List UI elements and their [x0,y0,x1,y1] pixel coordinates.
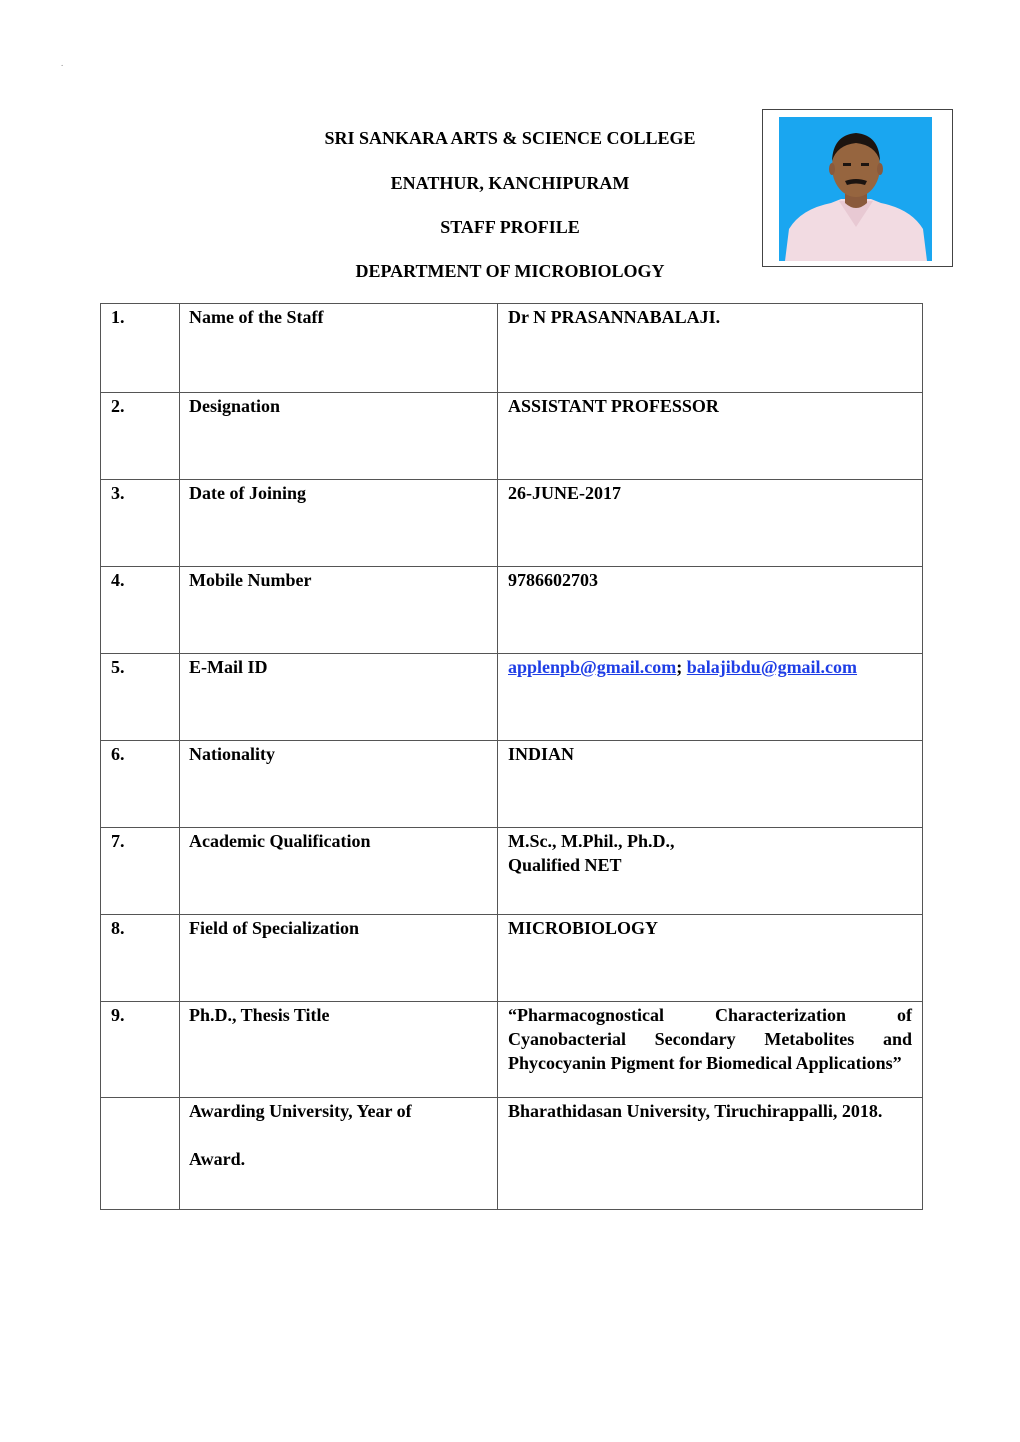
field-value: Dr N PRASANNABALAJI. [498,304,923,393]
qualification-net: Qualified NET [508,855,622,875]
row-number: 7. [101,828,180,915]
department-name: DEPARTMENT OF MICROBIOLOGY [355,261,665,281]
table-row [101,654,923,741]
field-label: Date of Joining [180,480,498,567]
field-value: 9786602703 [498,567,923,654]
field-label: Ph.D., Thesis Title [180,1002,498,1098]
document-title: STAFF PROFILE [440,217,580,237]
field-value: INDIAN [498,741,923,828]
row-number: 2. [101,393,180,480]
email-separator: ; [676,657,683,677]
award-label-line2: Award. [189,1149,246,1169]
field-label: E-Mail ID [180,654,498,741]
row-number: 3. [101,480,180,567]
table-row [101,828,923,915]
award-label-line1: Awarding University, Year of [189,1101,412,1121]
table-row [101,480,923,567]
staff-photo-illustration [779,117,932,261]
stray-dot: . [61,58,64,68]
awarding-university: Bharathidasan University, Tiruchirappalli, 2018. [498,1098,923,1210]
field-label: Academic Qualification [180,828,498,915]
row-number: 4. [101,567,180,654]
college-location: ENATHUR, KANCHIPURAM [390,173,630,193]
staff-photo [779,117,932,261]
table-row [101,304,923,393]
field-value [498,654,923,741]
table-row [101,393,923,480]
email-link-secondary[interactable]: balajibdu@gmail.com [686,657,858,677]
table-row [101,915,923,1002]
profile-table [100,303,923,1210]
field-value [498,828,923,915]
row-number: 6. [101,741,180,828]
field-value: 26-JUNE-2017 [498,480,923,567]
field-label: Name of the Staff [180,304,498,393]
field-value: ASSISTANT PROFESSOR [498,393,923,480]
field-label: Mobile Number [180,567,498,654]
field-value: MICROBIOLOGY [498,915,923,1002]
row-number [101,1098,180,1210]
qualification-degrees: M.Sc., M.Phil., Ph.D., [508,831,675,851]
row-number: 1. [101,304,180,393]
field-label: Nationality [180,741,498,828]
row-number: 8. [101,915,180,1002]
table-row [101,741,923,828]
field-label [180,1098,498,1210]
field-label: Designation [180,393,498,480]
table-row [101,567,923,654]
photo-frame [762,109,953,267]
email-link-primary[interactable]: applenpb@gmail.com [508,657,677,677]
table-row [101,1098,923,1210]
row-number: 9. [101,1002,180,1098]
field-label: Field of Specialization [180,915,498,1002]
row-number: 5. [101,654,180,741]
label-spacer [189,1123,487,1147]
college-name: SRI SANKARA ARTS & SCIENCE COLLEGE [324,128,696,148]
thesis-title: “Pharmacognostical Characterization of Cyanobacterial Secondary Metabolites and Phycocyanin Pigment for Biomedical Applications” [498,1002,923,1098]
table-row [101,1002,923,1098]
